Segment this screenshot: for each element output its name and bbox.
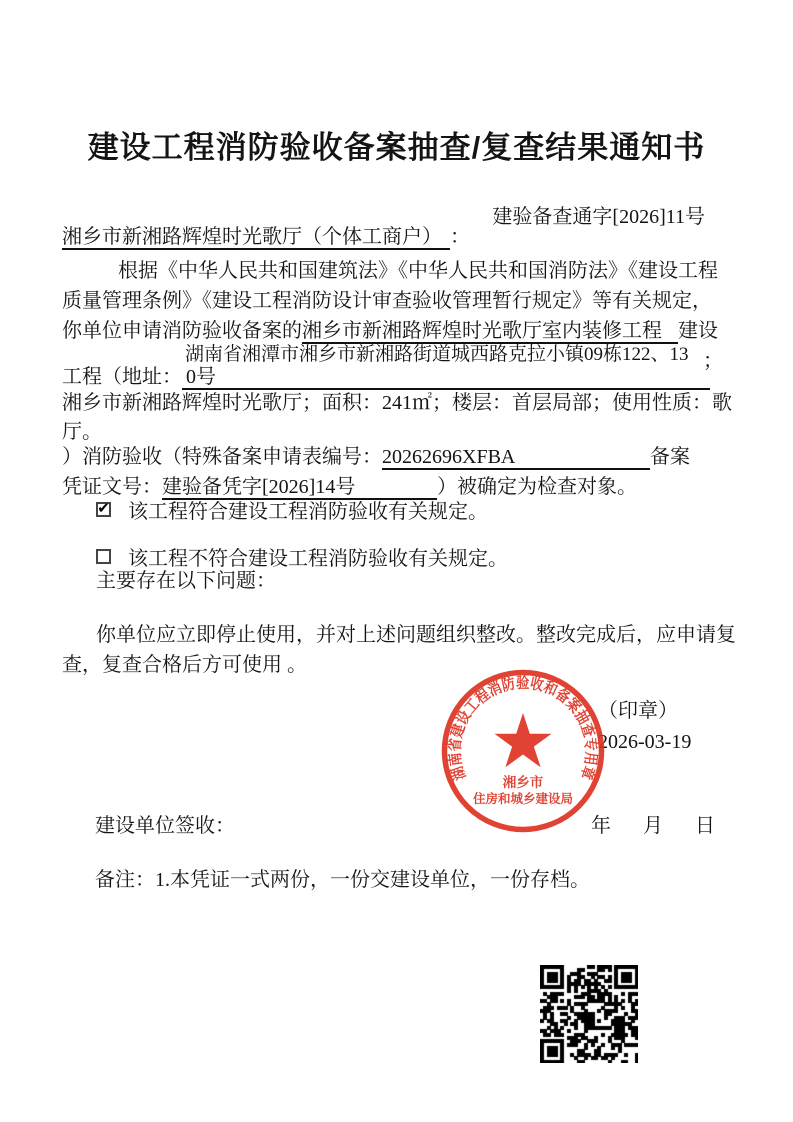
doc-number: 建验备查通字[2026]11号 bbox=[492, 206, 705, 228]
pass-check-mark: ✔ bbox=[97, 498, 110, 517]
address-label: 工程（地址： bbox=[62, 366, 182, 388]
pass-option-row bbox=[96, 495, 488, 524]
qr-code bbox=[540, 965, 638, 1063]
pass-checkbox[interactable] bbox=[96, 498, 111, 517]
application-no-field: 20262696XFBA bbox=[382, 447, 650, 470]
seal-date: 2026-03-19 bbox=[598, 731, 692, 753]
apply-prefix: 你单位申请消防验收备案的 bbox=[62, 320, 302, 342]
official-seal bbox=[439, 667, 607, 835]
seal-star-icon bbox=[495, 713, 552, 767]
fail-checkbox[interactable] bbox=[96, 549, 111, 564]
fail-option-row bbox=[96, 542, 508, 571]
address-line1: 湖南省湘潭市湘乡市新湘路街道城西路克拉小镇09栋122、13 bbox=[185, 344, 689, 365]
recipient-colon: ： bbox=[450, 226, 470, 248]
page-title: 建设工程消防验收备案抽查/复查结果通知书 bbox=[87, 130, 706, 165]
acceptance-mid: 备案 bbox=[650, 446, 690, 468]
seal-ring bbox=[445, 673, 602, 830]
detail-line2: 厅。 bbox=[62, 421, 102, 443]
address-line2 bbox=[62, 366, 710, 390]
svg-text:湖南省建设工程消防验收和备案抽查专用章 bbox=[445, 673, 602, 783]
apply-suffix: 建设 bbox=[678, 320, 718, 342]
legal-basis-line1: 根据《中华人民共和国建筑法》《中华人民共和国消防法》《建设工程 bbox=[118, 260, 718, 282]
sign-label: 建设单位签收： bbox=[95, 815, 235, 837]
project-line bbox=[62, 320, 718, 344]
recipient-line bbox=[62, 226, 470, 250]
acceptance-suffix: ）被确定为检查对象。 bbox=[437, 476, 637, 498]
recipient-name: 湘乡市新湘路辉煌时光歌厅（个体工商户） bbox=[62, 227, 450, 250]
seal-center-line1: 湘乡市 bbox=[502, 775, 544, 790]
certificate-label: 凭证文号： bbox=[62, 476, 162, 498]
sign-date-blanks: 年 月 日 bbox=[591, 815, 721, 837]
rectify-line2: 查，复查合格后方可使用 。 bbox=[62, 654, 307, 676]
seal-ring-text: 湖南省建设工程消防验收和备案抽查专用章 bbox=[446, 674, 600, 784]
project-name-field: 湘乡市新湘路辉煌时光歌厅室内装修工程 bbox=[302, 321, 678, 344]
certificate-no-field: 建验备凭字[2026]14号 bbox=[162, 477, 437, 500]
note-line: 备注：1.本凭证一式两份，一份交建设单位，一份存档。 bbox=[95, 869, 590, 891]
problems-label: 主要存在以下问题： bbox=[96, 570, 276, 592]
acceptance-line bbox=[62, 446, 690, 470]
detail-line1: 湘乡市新湘路辉煌时光歌厅；面积：241㎡；楼层：首层局部；使用性质：歌 bbox=[62, 392, 732, 414]
address-semicolon: ； bbox=[703, 350, 723, 372]
acceptance-prefix: ）消防验收（特殊备案申请表编号： bbox=[62, 446, 382, 468]
rectify-line1: 你单位应立即停止使用，并对上述问题组织整改。整改完成后，应申请复 bbox=[96, 624, 736, 646]
fail-option-label: 该工程不符合建设工程消防验收有关规定。 bbox=[128, 548, 508, 570]
legal-basis-line2: 质量管理条例》《建设工程消防设计审查验收管理暂行规定》等有关规定， bbox=[62, 290, 712, 312]
address-field: 0号 bbox=[182, 367, 710, 390]
seal-center-line2: 住房和城乡建设局 bbox=[472, 792, 574, 806]
pass-option-label: 该工程符合建设工程消防验收有关规定。 bbox=[128, 501, 488, 523]
seal-label: （印章） bbox=[598, 700, 678, 722]
